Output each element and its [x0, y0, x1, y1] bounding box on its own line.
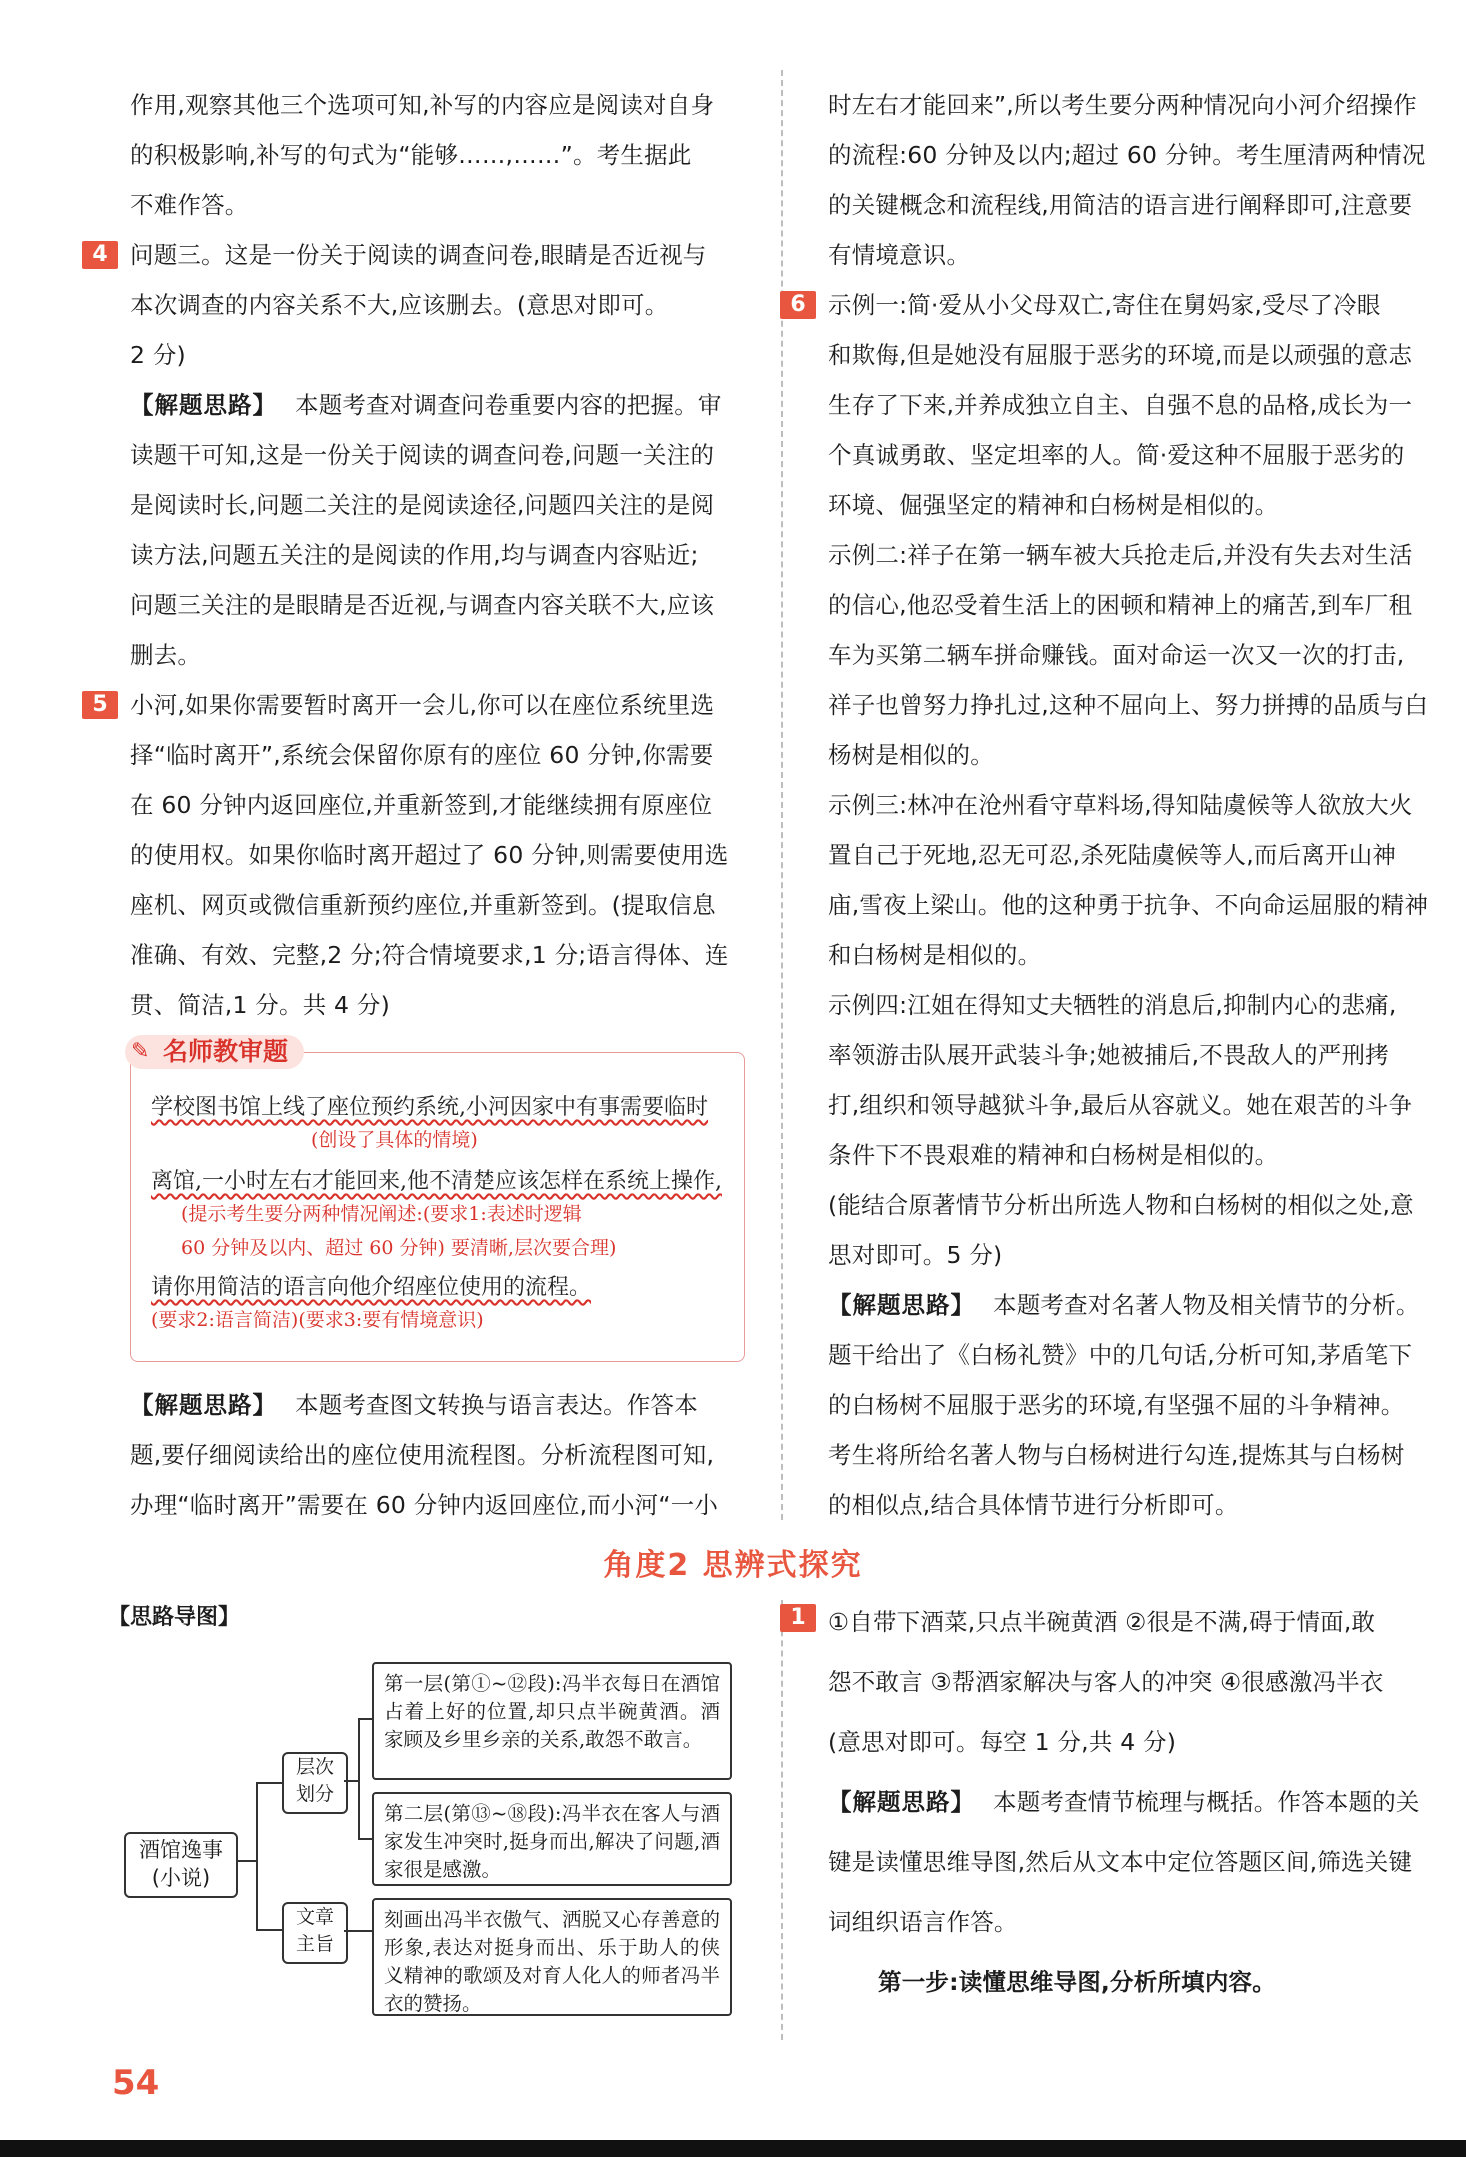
question-number-5: 5 — [82, 691, 118, 719]
teacher-note: (提示考生要分两种情况阐述:(要求1:表述时逻辑 — [181, 1203, 582, 1225]
section-question-1 — [790, 1592, 1443, 2012]
q5-line: 贯、简洁,1 分。共 4 分) — [130, 991, 390, 1019]
cont-line: 的流程:60 分钟及以内;超过 60 分钟。考生厘清两种情况 — [828, 141, 1426, 169]
q4-analysis-line: 读方法,问题五关注的是阅读的作用,均与调查内容贴近; — [130, 541, 699, 569]
q1-step-line: 第一步:读懂思维导图,分析所填内容。 — [878, 1968, 1276, 1996]
q1-analysis-line: 【解题思路】 本题考查情节梳理与概括。作答本题的关 — [828, 1788, 1420, 1816]
q6-score-line: 思对即可。5 分) — [828, 1241, 1003, 1269]
q6-example1-line: 个真诚勇敢、坚定坦率的人。简·爱这种不屈服于恶劣的 — [828, 441, 1405, 469]
q6-example1-line: 和欺侮,但是她没有屈服于恶劣的环境,而是以顽强的意志 — [828, 341, 1413, 369]
page-number: 54 — [112, 2063, 160, 2103]
q1-line: (意思对即可。每空 1 分,共 4 分) — [828, 1728, 1177, 1756]
analysis-label: 【解题思路】 — [130, 391, 277, 419]
q6-example4-line: 打,组织和领导越狱斗争,最后从容就义。她在艰苦的斗争 — [828, 1091, 1413, 1119]
q1-line: ①自带下酒菜,只点半碗黄酒 ②很是不满,碍于情面,敢 — [828, 1608, 1376, 1636]
q6-example1-line: 生存了下来,并养成独立自主、自强不息的品格,成长为一 — [828, 391, 1413, 419]
q5-analysis-line: 办理“临时离开”需要在 60 分钟内返回座位,而小河“一小 — [130, 1491, 719, 1519]
connector — [256, 1782, 282, 1784]
q6-example3-line: 庙,雪夜上梁山。他的这种勇于抗争、不向命运屈服的精神 — [828, 891, 1429, 919]
q1-line: 怨不敢言 ③帮酒家解决与客人的冲突 ④很感激冯半衣 — [828, 1668, 1384, 1696]
q6-analysis-line: 【解题思路】 本题考查对名著人物及相关情节的分析。 — [828, 1291, 1420, 1319]
teacher-note: (创设了具体的情境) — [311, 1129, 478, 1151]
mindmap-theme-text: 刻画出冯半衣傲气、洒脱又心存善意的形象,表达对挺身而出、乐于助人的侠义精神的歌颂及对育人化人的师者冯半衣的赞扬。 — [372, 1898, 732, 2016]
analysis-label: 【解题思路】 — [130, 1391, 277, 1419]
q4-analysis-line: 问题三关注的是眼睛是否近视,与调查内容关联不大,应该 — [130, 591, 715, 619]
question-number-6: 6 — [780, 291, 816, 319]
mindmap-layer-2: 第二层(第⑬~⑱段):冯半衣在客人与酒家发生冲突时,挺身而出,解决了问题,酒家很是感激。 — [372, 1792, 732, 1886]
q5-analysis-line: 【解题思路】 本题考查图文转换与语言表达。作答本 — [130, 1391, 698, 1419]
q5-line: 准确、有效、完整,2 分;符合情境要求,1 分;语言得体、连 — [130, 941, 729, 969]
q4-line: 本次调查的内容关系不大,应该删去。(意思对即可。 — [130, 291, 669, 319]
q5-line: 座机、网页或微信重新预约座位,并重新签到。(提取信息 — [130, 891, 716, 919]
q1-analysis-line: 词组织语言作答。 — [828, 1908, 1018, 1936]
left-column — [92, 80, 745, 1530]
question-6 — [790, 280, 1443, 1530]
cont-line: 的关键概念和流程线,用简洁的语言进行阐释即可,注意要 — [828, 191, 1413, 219]
analysis-label: 【解题思路】 — [828, 1788, 975, 1816]
q6-example2-line: 祥子也曾努力挣扎过,这种不屈向上、努力拼搏的品质与白 — [828, 691, 1429, 719]
intro-line-2: 的积极影响,补写的句式为“能够……,……”。考生据此 — [130, 141, 692, 169]
cont-line: 有情境意识。 — [828, 241, 971, 269]
q4-analysis-line: 是阅读时长,问题二关注的是阅读途径,问题四关注的是阅 — [130, 491, 715, 519]
q6-analysis-line: 考生将所给名著人物与白杨树进行勾连,提炼其与白杨树 — [828, 1441, 1405, 1469]
q4-analysis-line: 读题干可知,这是一份关于阅读的调查问卷,问题一关注的 — [130, 441, 715, 469]
q6-example4-line: 率领游击队展开武装斗争;她被捕后,不畏敌人的严刑拷 — [828, 1041, 1389, 1069]
mindmap-branch-structure: 层次 划分 — [282, 1752, 348, 1814]
q1-analysis-line: 键是读懂思维导图,然后从文本中定位答题区间,筛选关键 — [828, 1848, 1413, 1876]
bottom-bar — [0, 2140, 1466, 2157]
mindmap-root: 酒馆逸事 (小说) — [124, 1832, 238, 1898]
column-divider-lower — [781, 1600, 783, 2040]
q6-analysis-line: 的相似点,结合具体情节进行分析即可。 — [828, 1491, 1239, 1519]
question-number-4: 4 — [82, 241, 118, 269]
q6-example3-line: 示例三:林冲在沧州看守草料场,得知陆虞候等人欲放大火 — [828, 791, 1413, 819]
q6-analysis-line: 题干给出了《白杨礼赞》中的几句话,分析可知,茅盾笔下 — [828, 1341, 1413, 1369]
q5-line: 小河,如果你需要暂时离开一会儿,你可以在座位系统里选 — [130, 691, 715, 719]
connector — [358, 1718, 372, 1720]
question-4 — [92, 230, 745, 680]
q6-example3-line: 和白杨树是相似的。 — [828, 941, 1042, 969]
teacher-icon: ✎ — [131, 1039, 150, 1064]
q4-line: 问题三。这是一份关于阅读的调查问卷,眼睛是否近视与 — [130, 241, 707, 269]
teacher-review-title: ✎ 名师教审题 — [125, 1035, 304, 1069]
intro-line-3: 不难作答。 — [130, 191, 249, 219]
q6-example4-line: 条件下不畏艰难的精神和白杨树是相似的。 — [828, 1141, 1279, 1169]
cont-line: 时左右才能回来”,所以考生要分两种情况向小河介绍操作 — [828, 91, 1417, 119]
connector — [358, 1838, 372, 1840]
q4-analysis-line: 【解题思路】 本题考查对调查问卷重要内容的把握。审 — [130, 391, 722, 419]
q5-line: 的使用权。如果你临时离开超过了 60 分钟,则需要使用选 — [130, 841, 729, 869]
analysis-label: 【解题思路】 — [828, 1291, 975, 1319]
q5-analysis-line: 题,要仔细阅读给出的座位使用流程图。分析流程图可知, — [130, 1441, 715, 1469]
q6-example1-line: 示例一:简·爱从小父母双亡,寄住在舅妈家,受尽了冷眼 — [828, 291, 1381, 319]
connector — [344, 1780, 358, 1782]
q6-score-line: (能结合原著情节分析出所选人物和白杨树的相似之处,意 — [828, 1191, 1414, 1219]
q5-line: 在 60 分钟内返回座位,并重新签到,才能继续拥有原座位 — [130, 791, 713, 819]
question-5 — [92, 680, 745, 1030]
q6-example4-line: 示例四:江姐在得知丈夫牺牲的消息后,抑制内心的悲痛, — [828, 991, 1397, 1019]
mindmap-label: 【思路导图】 — [108, 1605, 241, 1630]
q6-example1-line: 环境、倔强坚定的精神和白杨树是相似的。 — [828, 491, 1279, 519]
teacher-note: (要求2:语言简洁)(要求3:要有情境意识) — [151, 1309, 484, 1331]
teacher-line: 离馆,一小时左右才能回来,他不清楚应该怎样在系统上操作, — [151, 1169, 722, 1194]
column-divider — [781, 70, 783, 1520]
right-column — [790, 80, 1443, 1530]
q4-line: 2 分) — [130, 341, 186, 369]
teacher-review-box — [130, 1037, 745, 1362]
teacher-line: 学校图书馆上线了座位预约系统,小河因家中有事需要临时 — [151, 1095, 708, 1120]
mindmap-layer-1: 第一层(第①~⑫段):冯半衣每日在酒馆占着上好的位置,却只点半碗黄酒。酒家顾及乡里乡亲的关系,敢怨不敢言。 — [372, 1662, 732, 1780]
q6-example2-line: 杨树是相似的。 — [828, 741, 994, 769]
intro-line-1: 作用,观察其他三个选项可知,补写的内容应是阅读对自身 — [130, 91, 715, 119]
teacher-note: 60 分钟及以内、超过 60 分钟) 要清晰,层次要合理) — [181, 1237, 617, 1259]
mindmap-branch-theme: 文章 主旨 — [282, 1902, 348, 1964]
connector — [256, 1782, 258, 1930]
connector — [358, 1718, 360, 1840]
q6-example3-line: 置自己于死地,忍无可忍,杀死陆虞候等人,而后离开山神 — [828, 841, 1397, 869]
q4-analysis-line: 删去。 — [130, 641, 202, 669]
q6-example2-line: 车为买第二辆车拼命赚钱。面对命运一次又一次的打击, — [828, 641, 1405, 669]
q6-analysis-line: 的白杨树不屈服于恶劣的环境,有坚强不屈的斗争精神。 — [828, 1391, 1405, 1419]
connector — [344, 1930, 372, 1932]
section-heading: 角度2 思辨式探究 — [603, 1548, 863, 1583]
teacher-line: 请你用简洁的语言向他介绍座位使用的流程。 — [151, 1275, 592, 1300]
connector — [256, 1929, 282, 1931]
q6-example2-line: 示例二:祥子在第一辆车被大兵抢走后,并没有失去对生活 — [828, 541, 1413, 569]
question-number-1: 1 — [780, 1604, 816, 1632]
q5-line: 择“临时离开”,系统会保留你原有的座位 60 分钟,你需要 — [130, 741, 714, 769]
q6-example2-line: 的信心,他忍受着生活上的困顿和精神上的痛苦,到车厂租 — [828, 591, 1413, 619]
